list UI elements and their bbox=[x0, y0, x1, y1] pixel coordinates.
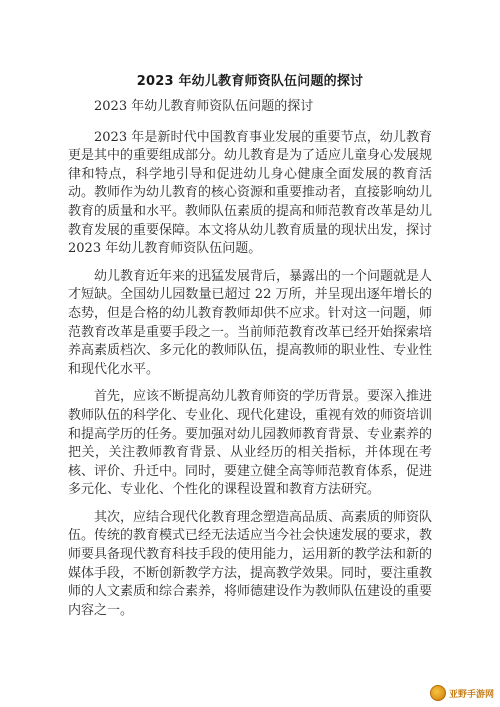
paragraph-talent-shortage: 幼儿教育近年来的迅猛发展背后，暴露出的一个问题就是人才短缺。全国幼儿园数量已超过 22 万所，并呈现出逐年增长的态势，但是合格的幼儿教育教师却供不应求。针对这一问题，师范教育改革是重要手段之一。当前师范教育改革已经开始探索培养高素质档次、多元化的教师队伍，提高教师的职业性、专业性和现代化水平。 bbox=[68, 268, 433, 377]
document-body bbox=[68, 98, 432, 620]
document-subtitle: 2023 年幼儿教育师资队伍问题的探讨 bbox=[94, 99, 314, 114]
site-watermark bbox=[430, 685, 494, 701]
paragraph-second-point: 其次，应结合现代化教育理念塑造高品质、高素质的师资队伍。传统的教育模式已经无法适应当今社会快速发展的要求，教师要具备现代教育科技手段的使用能力，运用新的教学法和新的媒体手段，不断创新教学方法，提高教学效果。同时，要注重教师的人文素质和综合素养，将师德建设作为教师队伍建设的重要内容之一。 bbox=[68, 509, 433, 618]
watermark-text: 亚野手游网 bbox=[448, 689, 494, 700]
paragraph-intro: 2023 年是新时代中国教育事业发展的重要节点，幼儿教育更是其中的重要组成部分。幼儿教育是为了适应儿童身心发展规律和特点，科学地引导和促进幼儿身心健康全面发展的教育活动。教师作为幼儿教育的核心资源和重要推动者，直接影响幼儿教育的质量和水平。教师队伍素质的提高和师范教育改革是幼儿教育发展的重要保障。本文将从幼儿教育质量的现状出发，探讨 2023 年幼儿教育师资队伍问题。 bbox=[68, 129, 433, 257]
paragraph-first-point: 首先，应该不断提高幼儿教育师资的学历背景。要深入推进教师队伍的科学化、专业化、现代化建设，重视有效的师资培训和提高学历的任务。要加强对幼儿园教师教育背景、专业素养的把关，关注教师教育背景、从业经历的相关指标，并体现在考核、评价、升迁中。同时，要建立健全高等师范教育体系，促进多元化、专业化、个性化的课程设置和教育方法研究。 bbox=[68, 389, 433, 498]
document-title: 2023 年幼儿教育师资队伍问题的探讨 bbox=[136, 74, 364, 89]
game-site-logo-icon bbox=[430, 685, 446, 701]
